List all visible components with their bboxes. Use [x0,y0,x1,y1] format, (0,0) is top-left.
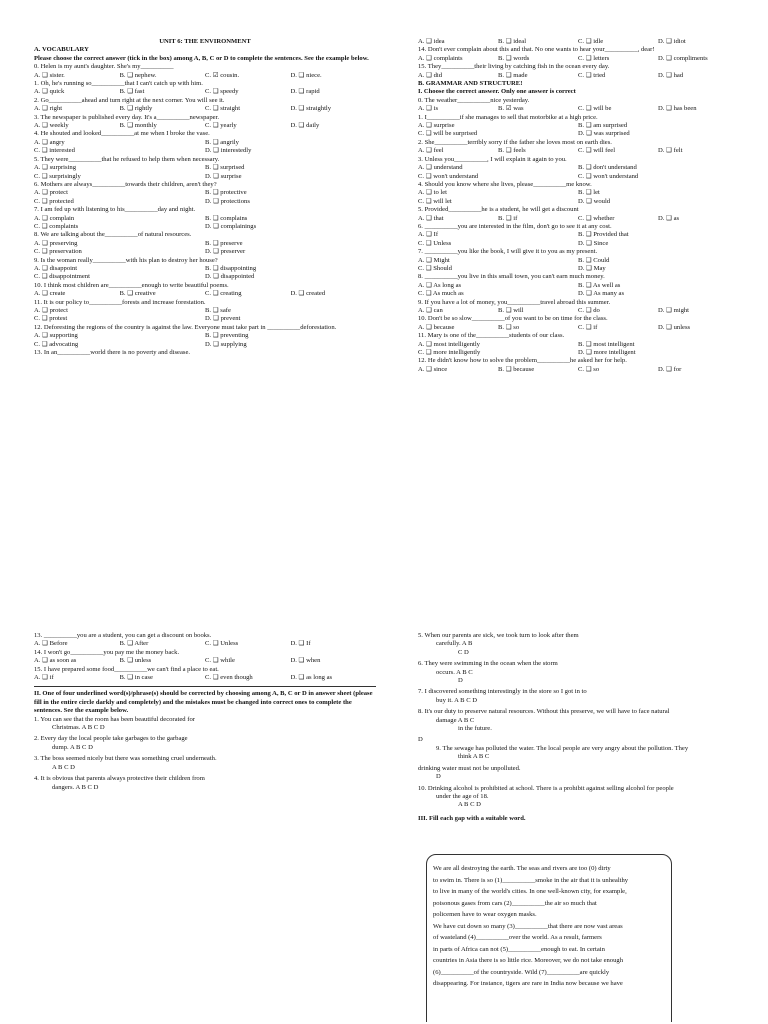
question-text: 3. Unless you__________, I will explain it again to you. [418,155,567,163]
answer-option[interactable]: B. ❑ monthly [119,122,157,130]
page-bottom-right [418,632,738,1022]
error-sentence-line: in the future. [458,725,492,733]
question-text: 6. __________you are interested in the film, don't go to see it at any cost. [418,222,612,230]
options-row [34,88,376,96]
answer-option[interactable]: B. ❑ protective [205,189,247,197]
options-row [34,273,376,281]
answer-option[interactable]: B. ❑ most intelligent [578,340,635,348]
options-row [418,130,738,138]
answer-option[interactable]: A. ❑ complaints [418,54,463,62]
question-text: 11. Mary is one of the__________students of our class. [418,332,565,340]
passage-line: poisonous gases from cars (2)__________the air so much that [433,899,597,907]
options-row [418,72,738,80]
options-row [34,240,376,248]
answer-option[interactable]: B. ❑ Could [578,256,610,264]
question-text: 7. __________you like the book, I will give it to you as my present. [418,248,598,256]
answer-option[interactable]: C. ❑ interested [34,147,75,155]
options-row [34,265,376,273]
options-row [418,257,738,265]
answer-option[interactable]: C. ❑ disappointment [34,273,90,281]
answer-option[interactable]: C. ❑ As much as [418,290,464,298]
answer-option[interactable]: D. ❑ preserver [205,248,246,256]
answer-option[interactable]: D. ❑ As many as [578,290,625,298]
answer-option[interactable]: C. ❑ so [578,365,600,373]
answer-option[interactable]: B. ❑ ideal [498,38,527,45]
options-row [418,105,738,113]
answer-option[interactable]: C. ❑ letters [578,54,610,62]
answer-option[interactable]: B. ❑ let [578,189,600,197]
answer-option[interactable]: C. ❑ advocating [34,340,79,348]
answer-option[interactable]: C. ☑ cousin. [205,71,240,79]
answer-option[interactable]: D. ❑ surprise [205,172,242,180]
error-sentence: 7. I discovered something interestingly in the store so I got in to [418,688,587,696]
question-text: 10. I think most children are__________enough to write beautiful poems. [34,281,229,289]
answer-option[interactable]: A. ❑ can [418,307,443,314]
section-heading: III. Fill each gap with a suitable word. [418,814,526,822]
question-text: 1. I__________if she manages to sell that motorbike at a high price. [418,113,598,121]
options-row [418,231,738,239]
answer-option[interactable]: A. ❑ since [418,365,448,373]
answer-option[interactable]: B. ❑ nephew. [119,71,157,79]
question-text: 15. They__________their living by catching fish in the ocean every day. [418,63,610,71]
answer-option[interactable]: C. ❑ Unless [418,239,452,247]
answer-option[interactable]: B. ❑ complains [205,214,248,222]
answer-option[interactable]: C. ❑ will feel [578,147,616,155]
question-text: 9. If you have a lot of money, you__________travel abroad this summer. [418,298,611,306]
answer-option[interactable]: A. ❑ right [34,105,63,113]
options-row [34,640,376,648]
error-sentence: 2. Every day the local people take garbages to the garbage [34,735,188,743]
error-sentence-line: D [436,773,441,781]
answer-option[interactable]: D. ❑ interestedly [205,147,252,155]
question-text: 14. Don't ever complain about this and that. No one wants to hear your__________, dear! [418,46,655,54]
answer-option[interactable]: A. ❑ that [418,214,444,222]
options-row [34,173,376,181]
answer-option[interactable]: C. ❑ while [205,657,235,665]
error-sentence-line: occurs. A B C [436,668,473,676]
answer-option[interactable]: B. ❑ will [498,307,524,314]
question-text: 15. I have prepared some food__________we can't find a place to eat. [34,665,219,673]
answer-option[interactable]: B. ❑ surprised [205,164,245,172]
options-row [34,198,376,206]
answer-option[interactable]: D. ❑ might [658,307,690,314]
answer-option[interactable]: C. ❑ tried [578,71,606,79]
error-sentence-line: A B C D [458,801,481,809]
answer-option[interactable]: D. ❑ for [658,365,682,373]
error-sentence-line: buy it. A B C D [436,696,478,704]
answer-option[interactable]: B. ☑ was [498,105,524,113]
answer-option[interactable]: D. ❑ had [658,71,684,79]
error-sentence-line: 9. The sewage has polluted the water. The local people are very angry about the pollution. They [436,744,689,752]
error-sentence: D [418,736,423,744]
answer-option[interactable]: A. ❑ did [418,71,443,79]
answer-option[interactable]: D. ❑ felt [658,147,683,155]
error-sentence: 4. It is obvious that parents always protective their children from [34,775,205,783]
page-top-left [34,38,376,588]
section-heading: II. One of four underlined word(s)/phrase(s) should be corrected by choosing among A, B, C or D in answer sheet (please fill in the entire circle darkly and completely) and the mistakes must be changed into correct ones to complete the sentences. See the example below. [34,690,373,715]
question-text: 13. In an__________world there is no poverty and disease. [34,349,191,357]
answer-option[interactable]: C. ❑ whether [578,214,615,222]
question-text: 0. The weather__________nice yesterday. [418,96,530,104]
options-row [418,324,738,332]
answer-option[interactable]: C. ❑ won't understand [418,172,479,180]
answer-option[interactable]: C. ❑ will be [578,105,612,113]
answer-option[interactable]: B. ❑ After [119,640,149,648]
error-sentence-line: dump. A B C D [52,743,93,751]
question-text: 8. __________you live in this small town, you can't earn much money. [418,273,605,281]
options-row [418,265,738,273]
answer-option[interactable]: A. ❑ create [34,290,66,298]
answer-option[interactable]: B. ❑ disappointing [205,264,257,272]
answer-option[interactable]: D. ❑ protections [205,197,250,205]
answer-option[interactable]: A. ❑ understand [418,164,463,172]
answer-option[interactable]: A. ❑ disappoint [34,264,78,272]
options-row [34,674,376,682]
answer-option[interactable]: A. ❑ surprising [34,164,76,172]
error-sentence-line: Christmas. A B C D [52,724,105,732]
section-heading: B. GRAMMAR AND STRUCTURE! [418,80,523,88]
options-row [34,122,376,130]
question-list-continued [34,632,376,682]
answer-option[interactable]: B. ❑ if [498,214,518,222]
answer-option[interactable]: D. ❑ rapid [290,88,320,96]
answer-option[interactable]: A. ❑ Might [418,256,450,264]
question-text: 6. Mothers are always__________towards their children, aren't they? [34,180,217,188]
question-text: 8. We are talking about the__________of natural resources. [34,231,192,239]
options-row [34,332,376,340]
answer-option[interactable]: B. ❑ words [498,54,530,62]
answer-option[interactable]: C. ❑ idle [578,38,604,45]
answer-option[interactable]: C. ❑ speedy [205,88,239,96]
question-text: 12. He didn't know how to solve the problem__________he asked her for help. [418,357,627,365]
answer-option[interactable]: C. ❑ will let [418,197,452,205]
answer-option[interactable]: C. ❑ Should [418,264,452,272]
error-sentence: drinking water must not be unpolluted. [418,764,521,772]
sub-heading: I. Choose the correct answer. Only one answer is correct [418,88,576,96]
options-row [418,189,738,197]
answer-option[interactable]: B. ❑ Provided that [578,231,629,239]
answer-option[interactable]: C. ❑ won't understand [578,172,639,180]
passage-line: policemen have to wear oxygen masks. [433,911,537,918]
options-row [34,315,376,323]
question-text: 12. Deforesting the regions of the country is against the law. Everyone must take part in __________deforestation. [34,323,337,331]
answer-option[interactable]: D. ❑ prevent [205,315,241,323]
answer-option[interactable]: D. ❑ May [578,264,606,272]
answer-option[interactable]: A. ❑ surprise [418,122,455,130]
options-row [418,290,738,298]
options-row [418,341,738,349]
section-heading: A. VOCABULARY [34,46,89,54]
error-sentence-line: C D [458,648,469,656]
options-row [418,38,738,46]
answer-option[interactable]: A. ❑ weekly [34,122,69,130]
answer-option[interactable]: D. ❑ created [290,290,326,298]
answer-option[interactable]: A. ❑ protect [34,189,68,197]
answer-option[interactable]: D. ❑ as [658,214,680,222]
answer-option[interactable]: A. ❑ quick [34,88,65,96]
options-row [418,164,738,172]
question-text: 11. It is our policy to__________forests and increase forestation. [34,298,206,306]
answer-option[interactable]: A. ❑ angry [34,138,65,146]
answer-option[interactable]: D. ❑ more intelligent [578,349,636,357]
answer-option[interactable]: D. ❑ complainings [205,222,257,230]
answer-option[interactable]: D. ❑ niece. [290,71,322,79]
answer-option[interactable]: C. ❑ protest [34,315,68,323]
passage-line: We are all destroying the earth. The seas and rivers are too (0) dirty [433,865,611,872]
answer-option[interactable]: C. ❑ straight [205,105,241,113]
passage-line: (6)__________of the countryside. Wild (7)__________are quickly [433,968,610,976]
answer-option[interactable]: A. ❑ idea [418,38,445,45]
answer-option[interactable]: C. ❑ even though [205,674,253,682]
answer-option[interactable]: B. ❑ because [498,365,535,373]
options-row [418,282,738,290]
page-bottom-left [34,632,376,1022]
question-list-continued [418,38,738,80]
answer-option[interactable]: B. ❑ creative [119,290,156,298]
passage-line: to swim in. There is so (1)__________smoke in the air that it is unhealthy [433,876,629,884]
options-row [418,55,738,63]
question-text: 5. Provided__________he is a student, he will get a discount [418,206,579,214]
question-list [34,63,376,357]
answer-option[interactable]: D. ❑ was surprised [578,130,630,138]
spacer [34,792,376,795]
answer-option[interactable]: A. ❑ complain [34,214,75,222]
answer-option[interactable]: B. ❑ preventing [205,332,249,340]
options-row [34,164,376,172]
error-sentence: 3. The boss seemed nicely but there was something cruel underneath. [34,755,217,763]
spacer [418,810,738,813]
answer-option[interactable]: C. ❑ preservation [34,248,82,256]
answer-option[interactable]: B. ❑ made [498,71,528,79]
question-list [418,97,738,374]
answer-option[interactable]: C. ❑ protected [34,197,74,205]
answer-option[interactable]: A. ❑ feel [418,147,444,155]
answer-option[interactable]: A. ❑ as soon as [34,657,77,665]
error-sentence-line: under the age of 18. [436,792,489,800]
error-sentence: 10. Drinking alcohol is prohibited at school. There is a prohibit against selling alcohol for people [418,784,674,792]
answer-option[interactable]: C. ❑ Unless [205,640,239,648]
question-text: 13. __________you are a student, you can get a discount on books. [34,632,212,639]
question-text: 10. Don't be so slow__________of you want to be on time for the class. [418,315,608,323]
options-row [34,248,376,256]
options-row [418,240,738,248]
divider [34,686,376,687]
options-row [34,72,376,80]
answer-option[interactable]: A. ❑ Before [34,640,68,648]
question-text: 4. Should you know where she lives, please__________me know. [418,180,592,188]
answer-option[interactable]: A. ❑ to let [418,189,447,197]
options-row [34,189,376,197]
answer-option[interactable]: D. ❑ as long as [290,674,333,682]
error-sentence-line: D [458,677,463,685]
error-question-list [418,632,738,813]
question-text: 5. They were__________that he refused to help them when necessary. [34,155,220,163]
answer-option[interactable]: C. ❑ do [578,307,600,314]
answer-option[interactable]: B. ❑ so [498,323,520,331]
error-sentence: 5. When our parents are sick, we took turn to look after them [418,632,579,639]
options-row [34,657,376,665]
answer-option[interactable]: A. ❑ preserving [34,239,78,247]
options-row [418,173,738,181]
answer-option[interactable]: B. ❑ As well as [578,281,621,289]
answer-option[interactable]: D. ❑ If [290,640,311,648]
answer-option[interactable]: B. ❑ rightly [119,105,153,113]
question-text: 0. Helen is my aunt's daughter. She's my__________ [34,63,174,71]
passage-line: in parts of Africa can not (5)__________enough to eat. In certain [433,945,605,953]
answer-option[interactable]: B. ❑ unless [119,657,152,665]
question-text: 14. I won't go__________you pay me the money back. [34,648,180,656]
passage-text [433,863,665,990]
options-row [34,105,376,113]
answer-option[interactable]: D. ❑ disappointed [205,273,255,281]
answer-option[interactable]: A. ❑ If [418,231,439,239]
options-row [34,290,376,298]
error-sentence-line: dangers. A B C D [52,783,99,791]
answer-option[interactable]: B. ❑ fast [119,88,145,96]
answer-option[interactable]: B. ❑ in case [119,674,153,682]
error-sentence: 8. It's our duty to preserve natural resources. Without this preserve, we will have to face natural [418,708,670,716]
question-text: 1. Oh, he's running so__________that I can't catch up with him. [34,80,203,88]
options-row [418,198,738,206]
answer-option[interactable]: A. ❑ sister. [34,71,65,79]
answer-option[interactable]: D. ❑ supplying [205,340,247,348]
answer-option[interactable]: A. ❑ most intelligently [418,340,480,348]
error-sentence: 6. They were swimming in the ocean when the storm [418,660,558,668]
question-text: 7. I am fed up with listening to his__________day and night. [34,206,196,214]
page-top-right [418,38,738,588]
options-row [418,366,738,374]
options-row [34,341,376,349]
answer-option[interactable]: B. ❑ preserve [205,239,243,247]
answer-option[interactable]: C. ❑ more intelligently [418,349,481,357]
answer-option[interactable]: B. ❑ don't understand [578,164,637,172]
question-text: 3. The newspaper is published every day. It's a__________newspaper. [34,113,220,121]
answer-option[interactable]: A. ❑ As long as [418,281,462,289]
options-row [418,307,738,315]
answer-option[interactable]: A. ❑ protect [34,307,68,314]
question-text: 9. Is the woman really__________with his plan to destroy her house? [34,256,218,264]
error-sentence-line: think A B C [458,753,490,761]
answer-option[interactable]: B. ❑ angrily [205,138,239,146]
passage-line: disappearing. For instance, tigers are rare in India now because we have [433,980,623,987]
answer-option[interactable]: D. ❑ daily [290,122,320,130]
options-row [34,215,376,223]
answer-option[interactable]: A. ❑ supporting [34,332,78,340]
answer-option[interactable]: C. ❑ will be surprised [418,130,478,138]
answer-option[interactable]: B. ❑ safe [205,307,231,314]
answer-option[interactable]: D. ❑ idiot [658,38,686,45]
error-sentence: 1. You can see that the room has been beautiful decorated for [34,715,195,723]
answer-option[interactable]: D. ❑ when [290,657,321,665]
answer-option[interactable]: C. ❑ surprisingly [34,172,81,180]
answer-option[interactable]: B. ❑ am surprised [578,122,628,130]
answer-option[interactable]: C. ❑ if [578,323,598,331]
passage-line: countries in Asia there is so little rice. Moreover, we do not take enough [433,957,623,964]
answer-option[interactable]: B. ❑ feels [498,147,526,155]
passage-line: We have cut down so many (3)__________that there are now vast areas [433,922,623,930]
passage-line: of wasteland (4)__________over the world. As a result, farmers [433,934,602,941]
answer-option[interactable]: D. ❑ straightly [290,105,332,113]
options-row [418,147,738,155]
error-sentence-line: carefully. A B [436,640,473,648]
question-text: 4. He shouted and looked__________at me when I broke the vase. [34,130,210,138]
error-sentence-line: damage A B C [436,716,475,724]
question-text: 2. She__________terribly sorry if the father she loves most on earth dies. [418,138,612,146]
answer-option[interactable]: A. ❑ is [418,105,439,113]
answer-option[interactable]: D. ❑ has been [658,105,697,113]
options-row [34,147,376,155]
passage-line: to live in many of the world's cities. In one well-known city, for example, [433,888,627,895]
options-row [418,215,738,223]
answer-option[interactable]: C. ❑ complaints [34,222,79,230]
question-text: 2. Go__________ahead and turn right at the next corner. You will see it. [34,96,225,104]
options-row [34,223,376,231]
answer-option[interactable]: C. ❑ creating [205,290,242,298]
passage-box [426,854,672,1022]
options-row [34,139,376,147]
answer-option[interactable]: A. ❑ if [34,674,54,682]
options-row [34,307,376,315]
error-question-list [34,716,376,795]
answer-option[interactable]: D. ❑ unless [658,323,691,331]
unit-title: UNIT 6: THE ENVIRONMENT [159,38,251,45]
answer-option[interactable]: D. ❑ compliments [658,54,708,62]
answer-option[interactable]: D. ❑ would [578,197,611,205]
options-row [418,349,738,357]
error-sentence-line: A B C D [52,763,75,771]
answer-option[interactable]: D. ❑ Since [578,239,609,247]
instructions: Please choose the correct answer (tick in the box) among A, B, C or D to complete the sentences. See the example below. [34,54,369,62]
options-row [418,122,738,130]
answer-option[interactable]: C. ❑ yearly [205,122,237,130]
answer-option[interactable]: A. ❑ because [418,323,455,331]
